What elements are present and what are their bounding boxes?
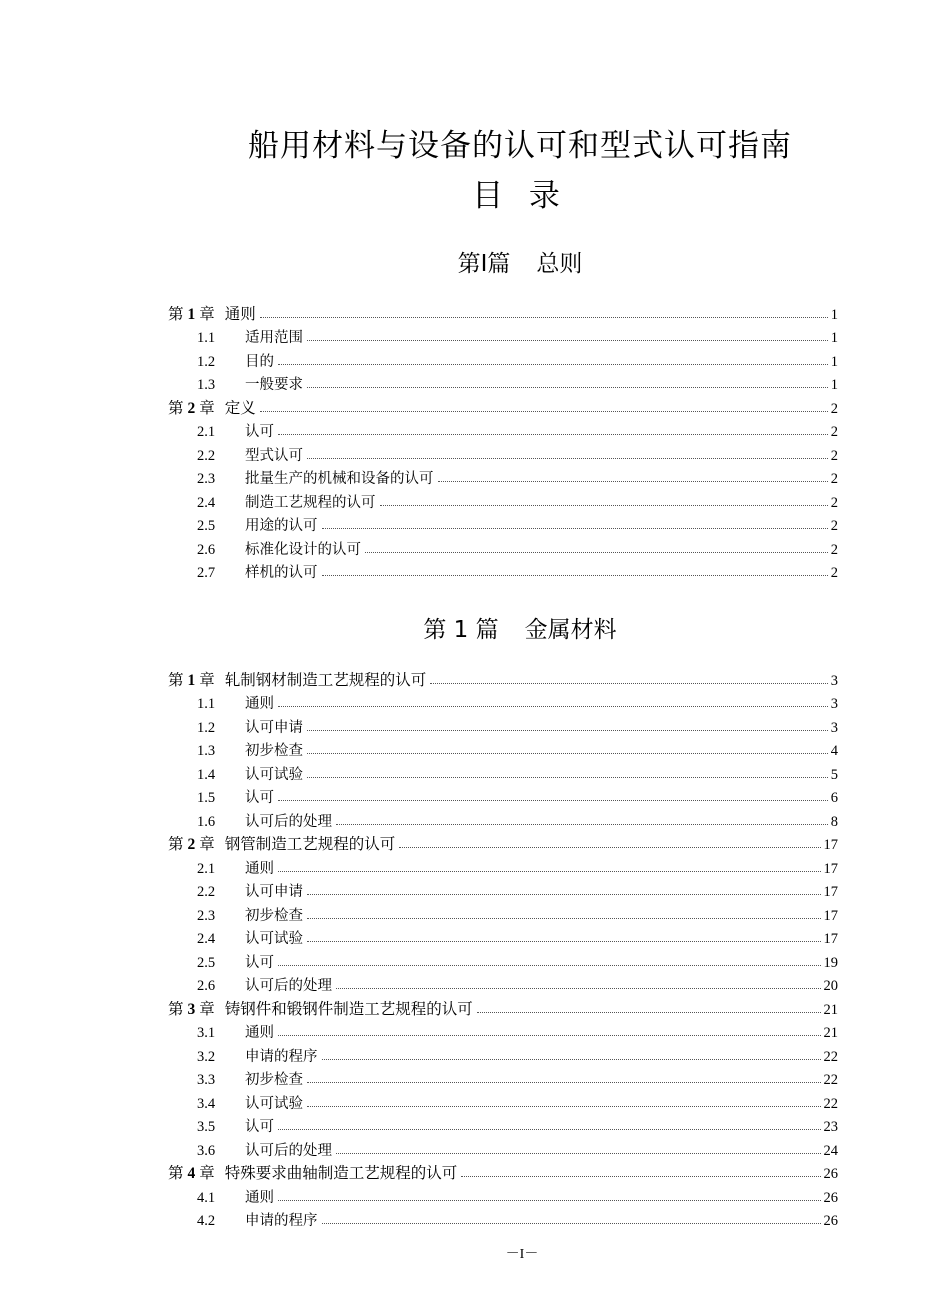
entry-label: 特殊要求曲轴制造工艺规程的认可 xyxy=(224,1164,458,1182)
toc-section-entry[interactable] xyxy=(168,441,838,465)
entry-page-number: 21 xyxy=(823,1025,838,1041)
entry-page-number: 2 xyxy=(830,471,838,487)
toc-section-entry[interactable] xyxy=(168,1019,838,1043)
document-title: 船用材料与设备的认可和型式认可指南 xyxy=(248,128,792,164)
toc-section-entry[interactable] xyxy=(168,1089,838,1113)
entry-label: 认可申请 xyxy=(245,884,303,900)
chapter-prefix: 第 xyxy=(168,670,184,689)
entry-page-number: 8 xyxy=(830,813,838,830)
dot-leader xyxy=(336,988,821,989)
entry-number: 2.3 xyxy=(197,471,216,487)
dot-leader xyxy=(260,317,828,318)
chapter-suffix: 章 xyxy=(199,835,215,853)
entry-label: 认可后的处理 xyxy=(245,813,332,830)
entry-label: 用途的认可 xyxy=(245,518,318,534)
dot-leader xyxy=(322,1059,821,1060)
document-subtitle: 目 录 xyxy=(472,178,568,214)
toc-section-entry[interactable] xyxy=(168,488,838,512)
entry-number: 3.1 xyxy=(197,1025,216,1041)
dot-leader xyxy=(399,847,820,848)
entry-page-number: 4 xyxy=(830,743,838,759)
dot-leader xyxy=(430,683,827,684)
entry-number: 3.5 xyxy=(197,1119,216,1135)
dot-leader xyxy=(438,481,828,482)
entry-page-number: 3 xyxy=(830,719,838,736)
entry-number: 2.1 xyxy=(197,424,216,440)
entry-number: 3.4 xyxy=(197,1095,216,1112)
toc-chapter-entry[interactable] xyxy=(168,666,838,690)
entry-number: 1.5 xyxy=(197,790,216,806)
dot-leader xyxy=(278,434,828,435)
entry-label: 通则 xyxy=(245,696,274,712)
chapter-suffix: 章 xyxy=(199,398,215,417)
entry-page-number: 2 xyxy=(830,494,838,511)
entry-page-number: 20 xyxy=(823,978,838,994)
entry-page-number: 26 xyxy=(823,1189,838,1206)
chapter-suffix: 章 xyxy=(199,304,215,323)
entry-label: 适用范围 xyxy=(245,330,303,346)
dot-leader xyxy=(278,1035,821,1036)
entry-page-number: 22 xyxy=(823,1095,838,1112)
dot-leader xyxy=(336,1153,821,1154)
entry-page-number: 23 xyxy=(823,1119,838,1135)
toc-section-entry[interactable] xyxy=(168,737,838,761)
toc-section-entry[interactable] xyxy=(168,347,838,371)
chapter-suffix: 章 xyxy=(199,999,215,1018)
entry-number xyxy=(168,302,215,324)
entry-label: 定义 xyxy=(224,398,256,417)
toc-section-entry[interactable] xyxy=(168,878,838,902)
entry-label: 型式认可 xyxy=(245,447,303,464)
toc-list xyxy=(168,666,838,1230)
entry-label: 铸钢件和锻钢件制造工艺规程的认可 xyxy=(224,999,473,1018)
part-title: 金属材料 xyxy=(524,617,617,643)
entry-label: 申请的程序 xyxy=(245,1048,318,1065)
toc-section-entry[interactable] xyxy=(168,948,838,972)
chapter-suffix: 章 xyxy=(199,670,215,689)
entry-page-number: 17 xyxy=(823,884,838,900)
entry-page-number: 21 xyxy=(823,1001,838,1018)
entry-label: 样机的认可 xyxy=(245,565,318,581)
entry-label: 初步检查 xyxy=(245,743,303,759)
dot-leader xyxy=(307,941,821,942)
toc-section-entry[interactable] xyxy=(168,690,838,714)
entry-number: 2.5 xyxy=(197,518,216,534)
dot-leader xyxy=(278,871,821,872)
chapter-number: 4 xyxy=(187,1165,196,1182)
entry-label: 认可试验 xyxy=(245,766,303,783)
entry-number: 4.2 xyxy=(197,1213,216,1229)
toc-section-entry[interactable] xyxy=(168,1207,838,1231)
chapter-prefix: 第 xyxy=(168,999,184,1018)
entry-page-number: 24 xyxy=(823,1142,838,1159)
entry-number: 3.3 xyxy=(197,1072,216,1088)
dot-leader xyxy=(307,894,821,895)
entry-number: 2.5 xyxy=(197,954,216,971)
entry-page-number: 3 xyxy=(830,672,838,689)
entry-number: 3.6 xyxy=(197,1142,216,1159)
entry-number xyxy=(168,832,215,854)
part-heading xyxy=(45,245,950,278)
entry-label: 一般要求 xyxy=(245,377,303,393)
entry-label: 初步检查 xyxy=(245,907,303,924)
entry-number: 3.2 xyxy=(197,1048,216,1065)
dot-leader xyxy=(365,552,828,553)
entry-label: 认可 xyxy=(245,1119,274,1135)
dot-leader xyxy=(278,364,828,365)
toc-chapter-entry[interactable] xyxy=(168,995,838,1019)
dot-leader xyxy=(322,575,828,576)
entry-number: 1.3 xyxy=(197,377,216,393)
entry-label: 认可后的处理 xyxy=(245,978,332,994)
entry-page-number: 17 xyxy=(823,860,838,877)
chapter-prefix: 第 xyxy=(168,1164,184,1182)
toc-section-entry[interactable] xyxy=(168,713,838,737)
toc-section-entry[interactable] xyxy=(168,925,838,949)
entry-page-number: 26 xyxy=(823,1166,838,1182)
chapter-number: 3 xyxy=(187,1000,196,1018)
dot-leader xyxy=(278,800,828,801)
dot-leader xyxy=(278,965,821,966)
toc-section-entry[interactable] xyxy=(168,1183,838,1207)
entry-number: 4.1 xyxy=(197,1189,216,1206)
entry-number: 1.1 xyxy=(197,330,216,346)
entry-label: 标准化设计的认可 xyxy=(245,541,361,558)
entry-page-number: 5 xyxy=(830,766,838,783)
entry-label: 钢管制造工艺规程的认可 xyxy=(224,835,396,853)
entry-page-number: 2 xyxy=(830,424,838,440)
entry-page-number: 2 xyxy=(830,447,838,464)
toc-section-entry[interactable] xyxy=(168,371,838,395)
entry-number: 2.6 xyxy=(197,978,216,994)
chapter-suffix: 章 xyxy=(199,1164,215,1182)
toc-section-entry[interactable] xyxy=(168,324,838,348)
toc-section-entry[interactable] xyxy=(168,1066,838,1090)
entry-label: 认可 xyxy=(245,790,274,806)
entry-label: 认可 xyxy=(245,954,274,971)
entry-number xyxy=(168,668,215,690)
entry-number: 2.6 xyxy=(197,541,216,558)
chapter-number: 1 xyxy=(187,671,196,689)
dot-leader xyxy=(307,1106,821,1107)
toc-section-entry[interactable] xyxy=(168,535,838,559)
toc-section-entry[interactable] xyxy=(168,1113,838,1137)
dot-leader xyxy=(307,918,821,919)
toc-section-entry[interactable] xyxy=(168,807,838,831)
chapter-number: 2 xyxy=(187,836,196,853)
entry-label: 认可试验 xyxy=(245,931,303,947)
entry-page-number: 6 xyxy=(830,790,838,806)
entry-number: 2.2 xyxy=(197,884,216,900)
entry-number: 1.2 xyxy=(197,353,216,370)
entry-page-number: 22 xyxy=(823,1072,838,1088)
entry-label: 批量生产的机械和设备的认可 xyxy=(245,471,434,487)
entry-label: 目的 xyxy=(245,353,274,370)
entry-number: 2.2 xyxy=(197,447,216,464)
chapter-prefix: 第 xyxy=(168,304,184,323)
entry-number: 2.1 xyxy=(197,860,216,877)
entry-number: 2.3 xyxy=(197,907,216,924)
entry-label: 认可后的处理 xyxy=(245,1142,332,1159)
dot-leader xyxy=(307,777,828,778)
toc-section-entry[interactable] xyxy=(168,854,838,878)
entry-label: 认可 xyxy=(245,424,274,440)
toc-section-entry[interactable] xyxy=(168,418,838,442)
entry-number: 1.4 xyxy=(197,766,216,783)
toc-section-entry[interactable] xyxy=(168,1042,838,1066)
dot-leader xyxy=(307,458,828,459)
entry-number xyxy=(168,997,215,1019)
entry-page-number: 1 xyxy=(830,377,838,393)
dot-leader xyxy=(278,1200,821,1201)
page-number-footer: －I－ xyxy=(505,1247,539,1262)
toc-list xyxy=(168,300,838,582)
dot-leader xyxy=(307,340,828,341)
entry-number: 2.7 xyxy=(197,565,216,581)
toc-chapter-entry[interactable] xyxy=(168,394,838,418)
dot-leader xyxy=(322,1223,821,1224)
dot-leader xyxy=(307,753,828,754)
dot-leader xyxy=(322,528,828,529)
dot-leader xyxy=(380,505,828,506)
dot-leader xyxy=(260,411,828,412)
entry-page-number: 1 xyxy=(830,330,838,346)
toc-chapter-entry[interactable] xyxy=(168,831,838,855)
entry-label: 通则 xyxy=(224,304,256,323)
entry-page-number: 17 xyxy=(823,931,838,947)
dot-leader xyxy=(307,1082,821,1083)
part-title: 总则 xyxy=(536,251,583,277)
entry-page-number: 2 xyxy=(830,541,838,558)
entry-label: 申请的程序 xyxy=(245,1213,318,1229)
dot-leader xyxy=(278,1129,821,1130)
entry-label: 认可申请 xyxy=(245,719,303,736)
toc-section-entry[interactable] xyxy=(168,512,838,536)
entry-number: 2.4 xyxy=(197,494,216,511)
dot-leader xyxy=(336,824,828,825)
dot-leader xyxy=(278,706,828,707)
entry-label: 通则 xyxy=(245,1025,274,1041)
chapter-number: 1 xyxy=(187,305,196,323)
entry-label: 轧制钢材制造工艺规程的认可 xyxy=(224,670,427,689)
dot-leader xyxy=(307,730,828,731)
entry-label: 通则 xyxy=(245,860,274,877)
chapter-number: 2 xyxy=(187,399,196,417)
dot-leader xyxy=(461,1176,820,1177)
entry-label: 认可试验 xyxy=(245,1095,303,1112)
entry-page-number: 22 xyxy=(823,1048,838,1065)
entry-page-number: 3 xyxy=(830,696,838,712)
entry-page-number: 1 xyxy=(830,353,838,370)
part-heading xyxy=(45,611,950,644)
entry-page-number: 2 xyxy=(830,518,838,534)
entry-number xyxy=(168,396,215,418)
entry-page-number: 1 xyxy=(830,306,838,323)
entry-page-number: 26 xyxy=(823,1213,838,1229)
dot-leader xyxy=(477,1012,821,1013)
entry-number: 1.2 xyxy=(197,719,216,736)
chapter-prefix: 第 xyxy=(168,398,184,417)
entry-page-number: 2 xyxy=(830,400,838,417)
entry-number: 1.6 xyxy=(197,813,216,830)
entry-page-number: 17 xyxy=(823,907,838,924)
entry-label: 通则 xyxy=(245,1189,274,1206)
toc-section-entry[interactable] xyxy=(168,972,838,996)
entry-page-number: 2 xyxy=(830,565,838,581)
entry-page-number: 19 xyxy=(823,954,838,971)
entry-number: 2.4 xyxy=(197,931,216,947)
toc-section-entry[interactable] xyxy=(168,559,838,583)
entry-number: 1.1 xyxy=(197,696,216,712)
chapter-prefix: 第 xyxy=(168,835,184,853)
toc-section-entry[interactable] xyxy=(168,465,838,489)
entry-label: 制造工艺规程的认可 xyxy=(245,494,376,511)
toc-section-entry[interactable] xyxy=(168,1136,838,1160)
entry-page-number: 17 xyxy=(823,837,838,853)
toc-section-entry[interactable] xyxy=(168,784,838,808)
toc-section-entry[interactable] xyxy=(168,901,838,925)
toc-chapter-entry[interactable] xyxy=(168,1160,838,1184)
entry-number xyxy=(168,1161,215,1183)
toc-chapter-entry[interactable] xyxy=(168,300,838,324)
toc-section-entry[interactable] xyxy=(168,760,838,784)
entry-number: 1.3 xyxy=(197,743,216,759)
part-number: 第Ⅰ篇 xyxy=(457,251,511,277)
part-number: 第 1 篇 xyxy=(423,617,499,643)
entry-label: 初步检查 xyxy=(245,1072,303,1088)
dot-leader xyxy=(307,387,828,388)
